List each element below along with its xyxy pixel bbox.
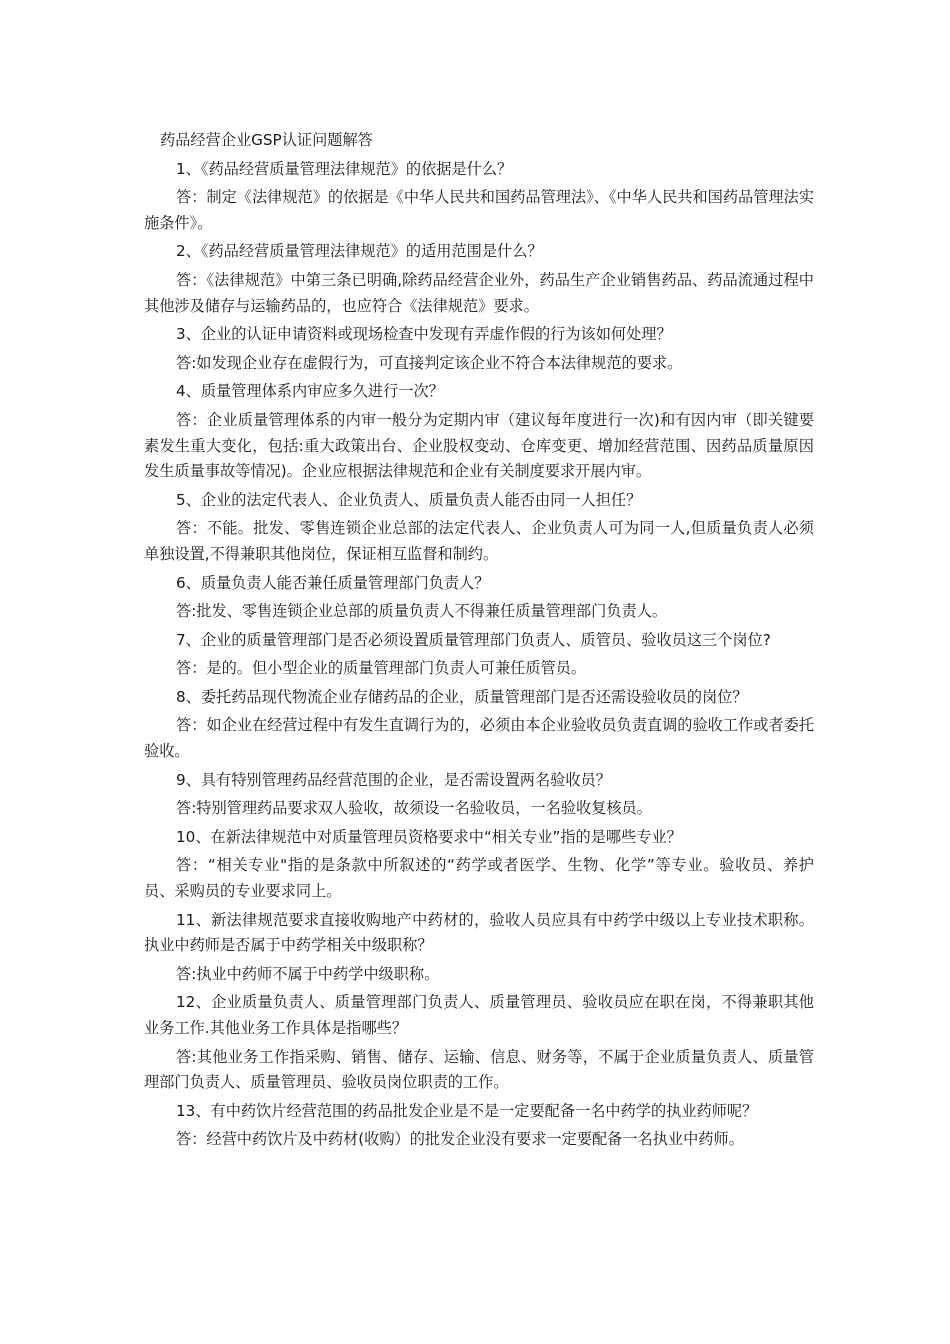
answer-2: 答：《法律规范》中第三条已明确,除药品经营企业外，药品生产企业销售药品、药品流通过程中其他涉及储存与运输药品的，也应符合《法律规范》要求。 [144,270,814,315]
question-5: 5、企业的法定代表人、企业负责人、质量负责人能否由同一人担任？ [176,490,642,509]
answer-3: 答:如发现企业存在虚假行为，可直接判定该企业不符合本法律规范的要求。 [176,353,683,372]
answer-13: 答：经营中药饮片及中药材(收购）的批发企业没有要求一定要配备一名执业中药师。 [176,1130,744,1149]
question-2: 2、《药品经营质量管理法律规范》的适用范围是什么？ [176,242,543,261]
question-6: 6、质量负责人能否兼任质量管理部门负责人？ [176,573,490,592]
question-9: 9、具有特别管理药品经营范围的企业，是否需设置两名验收员？ [176,770,611,789]
answer-7: 答：是的。但小型企业的质量管理部门负责人可兼任质管员。 [176,659,587,678]
answer-6: 答:批发、零售连锁企业总部的质量负责人不得兼任质量管理部门负责人。 [176,602,668,621]
document-title: 药品经营企业GSP认证问题解答 [160,131,373,149]
question-11: 11、新法律规范要求直接收购地产中药材的，验收人员应具有中药学中级以上专业技术职称。执业中药师是否属于中药学相关中级职称？ [144,910,814,955]
document-body [144,128,814,1156]
question-8: 8、委托药品现代物流企业存储药品的企业，质量管理部门是否还需设验收员的岗位？ [176,687,748,706]
question-3: 3、企业的认证申请资料或现场检查中发现有弄虚作假的行为该如何处理？ [176,325,672,344]
answer-1: 答：制定《法律规范》的依据是《中华人民共和国药品管理法》、《中华人民共和国药品管理法实施条件》。 [144,188,814,232]
answer-9: 答:特别管理药品要求双人验收，故须设一名验收员，一名验收复核员。 [176,799,652,818]
question-7: 7、企业的质量管理部门是否必须设置质量管理部门负责人、质管员、验收员这三个岗位? [176,630,771,649]
question-12: 12、企业质量负责人、质量管理部门负责人、质量管理员、验收员应在职在岗，不得兼职其他业务工作.其他业务工作具体是指哪些？ [144,993,814,1037]
answer-10: 答：“相关专业"指的是条款中所叙述的“药学或者医学、生物、化学”等专业。验收员、养护员、采购员的专业要求同上。 [144,856,814,901]
answer-4: 答：企业质量管理体系的内审一般分为定期内审（建议每年度进行一次)和有因内审（即关键要素发生重大变化，包括:重大政策出台、企业股权变动、仓库变更、增加经营范围、因药品质量原因发生质量事故等情况)。企业应根据法律规范和企业有关制度要求开展内审。 [144,410,814,481]
question-1: 1、《药品经营质量管理法律规范》的依据是什么？ [176,159,513,178]
question-10: 10、在新法律规范中对质量管理员资格要求中“相关专业”指的是哪些专业？ [176,827,682,846]
answer-5: 答：不能。批发、零售连锁企业总部的法定代表人、企业负责人可为同一人,但质量负责人必须单独设置,不得兼职其他岗位，保证相互监督和制约。 [144,519,814,563]
answer-8: 答：如企业在经营过程中有发生直调行为的，必须由本企业验收员负责直调的验收工作或者委托验收。 [144,716,814,761]
answer-11: 答:执业中药师不属于中药学中级职称。 [176,964,440,983]
question-13: 13、有中药饮片经营范围的药品批发企业是不是一定要配备一名中药学的执业药师呢？ [176,1101,758,1120]
question-4: 4、质量管理体系内审应多久进行一次？ [176,382,444,401]
answer-12: 答:其他业务工作指采购、销售、储存、运输、信息、财务等，不属于企业质量负责人、质量管理部门负责人、质量管理员、验收员岗位职责的工作。 [144,1047,814,1092]
